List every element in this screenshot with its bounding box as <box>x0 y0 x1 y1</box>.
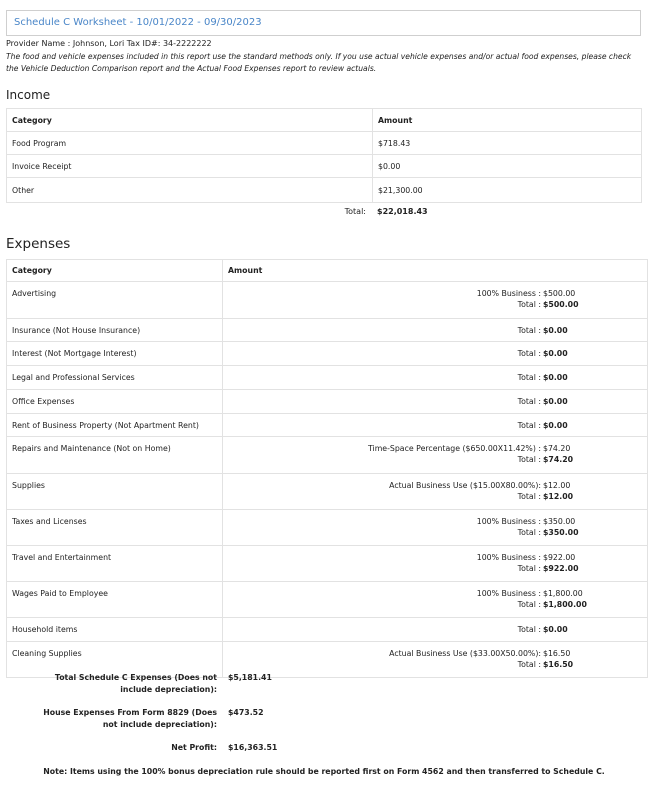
expense-amount-cell <box>223 510 648 546</box>
income-header-row <box>7 109 642 132</box>
expense-category: Repairs and Maintenance (Not on Home) <box>7 437 223 474</box>
expense-detail-label: Actual Business Use ($15.00X80.00%): <box>389 481 541 490</box>
expense-total-label: Total : <box>517 528 541 537</box>
expense-detail-value: $500.00 <box>543 289 576 298</box>
expense-detail-line <box>223 480 647 491</box>
income-col-amount: Amount <box>373 109 642 132</box>
expense-category: Rent of Business Property (Not Apartment Rent) <box>7 414 223 437</box>
expense-category: Taxes and Licenses <box>7 510 223 546</box>
net-profit-label: Net Profit: <box>171 743 217 752</box>
expense-total-label: Total : <box>517 349 541 358</box>
expense-total-line <box>223 491 647 502</box>
expense-detail-line <box>223 443 647 454</box>
expense-total-line <box>223 563 647 574</box>
expense-category: Insurance (Not House Insurance) <box>7 319 223 342</box>
expense-total-value: $16.50 <box>543 660 574 669</box>
expense-row <box>7 390 648 414</box>
expense-total-value: $1,800.00 <box>543 600 587 609</box>
income-heading: Income <box>6 88 51 102</box>
expense-total-value: $0.00 <box>543 397 568 406</box>
expense-total-line <box>223 348 647 359</box>
income-amount: $0.00 <box>373 155 642 178</box>
house-expenses-label: House Expenses From Form 8829 (Does not include depreciation): <box>43 708 217 729</box>
expense-detail-label: Time-Space Percentage ($650.00X11.42%) : <box>368 444 541 453</box>
expense-total-label: Total : <box>517 660 541 669</box>
expense-row <box>7 582 648 618</box>
income-amount: $21,300.00 <box>373 178 642 203</box>
expense-amount-cell <box>223 282 648 319</box>
expense-total-value: $922.00 <box>543 564 579 573</box>
expense-row <box>7 282 648 319</box>
expense-total-label: Total : <box>517 564 541 573</box>
notice-text: The food and vehicle expenses included in this report use the standard methods only. If you use actual vehicle expenses and/or actual food expenses, please check the Vehicle Deduction Comparison report and the Actual Food Expenses report to review actuals. <box>6 52 632 73</box>
expense-total-label: Total : <box>517 421 541 430</box>
expense-total-label: Total : <box>517 397 541 406</box>
expense-row <box>7 319 648 342</box>
income-amount: $718.43 <box>373 132 642 155</box>
expense-category: Legal and Professional Services <box>7 366 223 390</box>
income-row <box>7 132 642 155</box>
expense-total-label: Total : <box>517 326 541 335</box>
expense-total-value: $0.00 <box>543 421 568 430</box>
expense-total-line <box>223 599 647 610</box>
total-expenses-value: $5,181.41 <box>228 673 272 682</box>
expenses-table <box>6 259 648 678</box>
expense-row <box>7 366 648 390</box>
income-row <box>7 155 642 178</box>
expense-detail-value: $16.50 <box>543 649 571 658</box>
expense-row <box>7 437 648 474</box>
expense-detail-value: $12.00 <box>543 481 571 490</box>
expense-total-label: Total : <box>517 373 541 382</box>
expense-total-label: Total : <box>517 455 541 464</box>
expense-detail-label: 100% Business : <box>476 517 541 526</box>
expense-detail-value: $74.20 <box>543 444 571 453</box>
expense-total-value: $0.00 <box>543 625 568 634</box>
expense-total-value: $12.00 <box>543 492 574 501</box>
expenses-col-category: Category <box>7 260 223 282</box>
expense-total-line <box>223 624 647 635</box>
expenses-heading: Expenses <box>6 236 71 252</box>
income-category: Invoice Receipt <box>7 155 373 178</box>
expense-category: Supplies <box>7 474 223 510</box>
expense-total-line <box>223 396 647 407</box>
expense-total-value: $500.00 <box>543 300 579 309</box>
expense-row <box>7 618 648 642</box>
expense-amount-cell <box>223 546 648 582</box>
income-col-category: Category <box>7 109 373 132</box>
expense-total-line <box>223 454 647 465</box>
expense-amount-cell <box>223 414 648 437</box>
depreciation-note: Note: Items using the 100% bonus depreciation rule should be reported first on Form 4562 and then transferred to Schedule C. <box>43 767 605 776</box>
expense-row <box>7 510 648 546</box>
expense-category: Household items <box>7 618 223 642</box>
expense-category: Advertising <box>7 282 223 319</box>
expense-detail-label: 100% Business : <box>476 589 541 598</box>
provider-line: Provider Name : Johnson, Lori Tax ID#: 34-2222222 <box>6 39 212 48</box>
net-profit-value: $16,363.51 <box>228 743 278 752</box>
expense-total-value: $350.00 <box>543 528 579 537</box>
income-total-value: $22,018.43 <box>377 207 428 216</box>
expense-detail-line <box>223 288 647 299</box>
expense-category: Cleaning Supplies <box>7 642 223 678</box>
expense-total-label: Total : <box>517 492 541 501</box>
expense-detail-line <box>223 516 647 527</box>
expense-total-label: Total : <box>517 625 541 634</box>
house-expenses-value: $473.52 <box>228 708 264 717</box>
income-table <box>6 108 642 203</box>
expense-total-line <box>223 299 647 310</box>
expense-detail-line <box>223 552 647 563</box>
expense-amount-cell <box>223 642 648 678</box>
expense-detail-label: Actual Business Use ($33.00X50.00%): <box>389 649 541 658</box>
expense-detail-label: 100% Business : <box>476 289 541 298</box>
expense-amount-cell <box>223 474 648 510</box>
expense-detail-value: $922.00 <box>543 553 576 562</box>
expense-category: Office Expenses <box>7 390 223 414</box>
expense-total-line <box>223 325 647 336</box>
expenses-header-row <box>7 260 648 282</box>
expense-total-line <box>223 659 647 670</box>
expenses-col-amount: Amount <box>223 260 648 282</box>
expense-total-value: $0.00 <box>543 349 568 358</box>
expense-amount-cell <box>223 390 648 414</box>
expense-category: Interest (Not Mortgage Interest) <box>7 342 223 366</box>
income-total-label: Total: <box>344 207 366 216</box>
expense-total-line <box>223 372 647 383</box>
expense-detail-value: $1,800.00 <box>543 589 583 598</box>
expense-amount-cell <box>223 366 648 390</box>
expense-row <box>7 342 648 366</box>
expense-amount-cell <box>223 437 648 474</box>
expense-detail-value: $350.00 <box>543 517 576 526</box>
expense-row <box>7 474 648 510</box>
expense-total-value: $0.00 <box>543 373 568 382</box>
expense-detail-line <box>223 648 647 659</box>
expense-total-value: $74.20 <box>543 455 574 464</box>
income-category: Other <box>7 178 373 203</box>
expense-category: Travel and Entertainment <box>7 546 223 582</box>
expense-total-value: $0.00 <box>543 326 568 335</box>
expense-category: Wages Paid to Employee <box>7 582 223 618</box>
expense-detail-label: 100% Business : <box>476 553 541 562</box>
expense-total-label: Total : <box>517 600 541 609</box>
expense-amount-cell <box>223 582 648 618</box>
income-category: Food Program <box>7 132 373 155</box>
expense-row <box>7 546 648 582</box>
total-expenses-label: Total Schedule C Expenses (Does not include depreciation): <box>54 673 217 694</box>
expense-total-line <box>223 527 647 538</box>
expense-total-line <box>223 420 647 431</box>
expense-row <box>7 414 648 437</box>
expense-detail-line <box>223 588 647 599</box>
expense-amount-cell <box>223 342 648 366</box>
expense-amount-cell <box>223 618 648 642</box>
expense-amount-cell <box>223 319 648 342</box>
report-title: Schedule C Worksheet - 10/01/2022 - 09/30/2023 <box>6 10 641 36</box>
expense-total-label: Total : <box>517 300 541 309</box>
income-row <box>7 178 642 203</box>
